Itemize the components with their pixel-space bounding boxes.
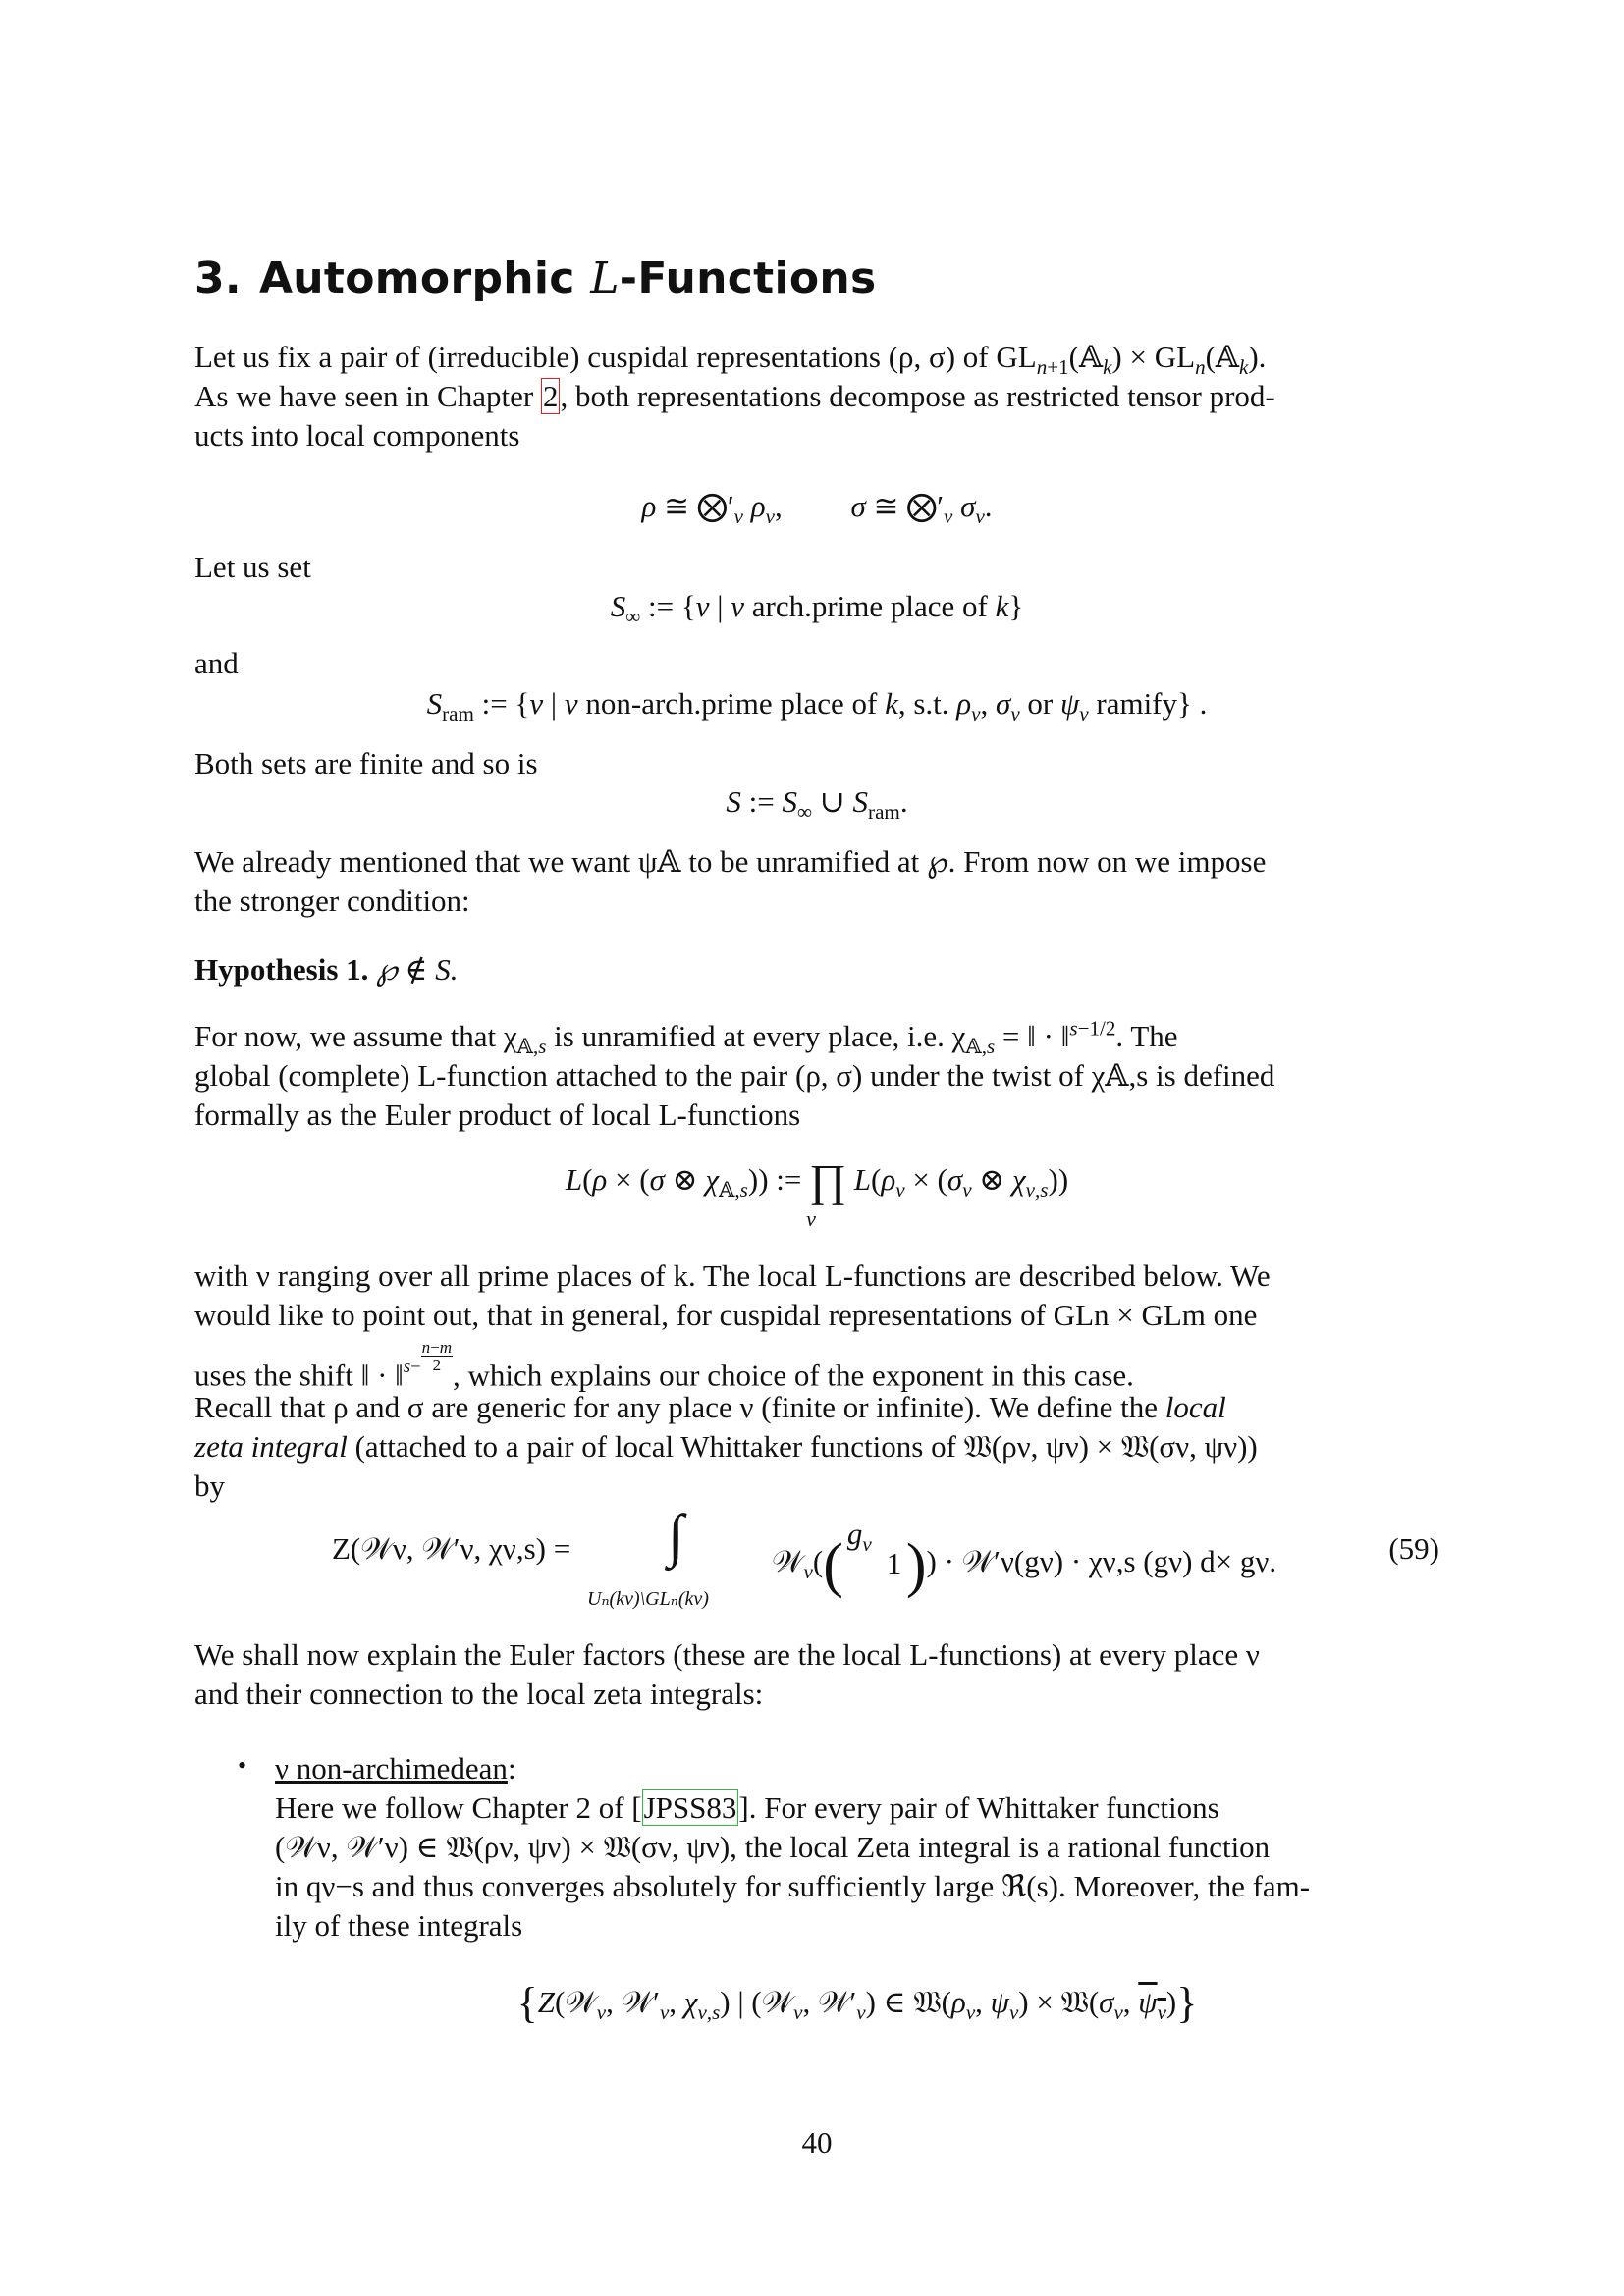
equation-zeta-integral: Z(𝒲ν, 𝒲′ν, χν,s) = ∫ Uₙ(kν)\GLₙ(kν) 𝒲$_\nu$(( $g_\nu$ 1 )) · 𝒲′ν(gν) · χν,s (gν) d× gν. (59) (332, 1503, 1439, 1610)
equation-global-L: L(ρ × (σ ⊗ $\chi_{𝔸,s}$)) := ∏ $L(\rho_\nu \times (\sigma_\nu$ ⊗ $\chi_{\nu,s}$)) (565, 1155, 1069, 1205)
paragraph-intro-line3: ucts into local components (194, 418, 520, 453)
bullet-line3: in qν−s and thus converges absolutely for sufficiently large ℜ(s). Moreover, the fam- (275, 1869, 1311, 1903)
citation-link[interactable]: JPSS83 (643, 1790, 737, 1825)
text-and: and (194, 646, 239, 680)
equation-s: S := $S_\infty$ ∪ $S_{ram}$. (726, 784, 908, 825)
paragraph-zeta-line3: by (194, 1468, 225, 1503)
hypothesis: Hypothesis 1. ℘ ∉ S. (194, 952, 459, 987)
paragraph-places-line1: with ν ranging over all prime places of k. The local L-functions are described below. We (194, 1258, 1271, 1293)
section-title: 3. Automorphic L-Functions (194, 253, 877, 303)
bullet-line4: ily of these integrals (275, 1908, 523, 1943)
paragraph-places-line2: would like to point out, that in general, for cuspidal representations of GLn × GLm one (194, 1298, 1258, 1332)
paragraph-intro-line2: As we have seen in Chapter 2, both representations decompose as restricted tensor prod- (194, 379, 1275, 413)
paragraph-intro-line1: Let us fix a pair of (irreducible) cuspidal representations (ρ, σ) of $GL_{n+1}(𝔸_k)$ × $GL_n(𝔸_k)$. (194, 340, 1267, 380)
equation-global-L-index: ν (806, 1206, 816, 1231)
equation-s-ram: $S_{ram}$ := {ν | ν non-arch.prime place of k, s.t. $\rho_\nu$, $\sigma_\nu$ or $\psi_\nu$ ramify} . (426, 686, 1208, 726)
paragraph-psi-line2: the stronger condition: (194, 883, 470, 918)
paragraph-zeta-line1: Recall that ρ and σ are generic for any place ν (finite or infinite). We define the local (194, 1390, 1226, 1424)
chapter-link[interactable]: 2 (542, 379, 559, 413)
section-number: 3. (194, 253, 242, 303)
bullet-heading: ν non-archimedean: (275, 1751, 516, 1786)
paragraph-euler-line1: We shall now explain the Euler factors (these are the local L-functions) at every place ν (194, 1637, 1260, 1672)
paragraph-zeta-line2: zeta integral (attached to a pair of local Whittaker functions of 𝔚(ρν, ψν) × 𝔚(σν, ψν)) (194, 1429, 1258, 1464)
bullet-line2: (𝒲ν, 𝒲′ν) ∈ 𝔚(ρν, ψν) × 𝔚(σν, ψν), the local Zeta integral is a rational function (275, 1830, 1271, 1864)
equation-family: {Z(𝒲$_\nu$, $𝒲'_\nu$, $\chi_{\nu,s}$) | (𝒲$_\nu$, $𝒲'_\nu$) ∈ $𝔚(\rho_\nu$, $\psi_\nu$) × $𝔚(\sigma_\nu$, $\psi_\nu$)} (516, 1979, 1198, 2027)
equation-s-infinity: $S_\infty$ := {ν | ν arch.prime place of k} (610, 589, 1024, 629)
text-both-sets: Both sets are finite and so is (194, 746, 538, 780)
paragraph-unramified-line3: formally as the Euler product of local L-functions (194, 1097, 801, 1132)
paragraph-places-line3: uses the shift ‖ · ‖s− $\frac{n-m}{2}$ , which explains our choice of the exponent in this case. (194, 1338, 1134, 1393)
bullet-line1: Here we follow Chapter 2 of [JPSS83]. For every pair of Whittaker functions (275, 1790, 1219, 1825)
paragraph-unramified-line1: For now, we assume that $\chi_{𝔸,s}$ is unramified at every place, i.e. $\chi_{𝔸,s}$ = ‖ · ‖$^{s-1/2}$. The (194, 1016, 1178, 1059)
equation-tensor: ρ ≅ $⨂'_\nu$ $\rho_\nu$, σ ≅ $⨂'_\nu$ $\sigma_\nu$. (641, 489, 993, 529)
equation-number: (59) (1388, 1531, 1439, 1566)
paragraph-psi-line1: We already mentioned that we want ψ𝔸 to be unramified at ℘. From now on we impose (194, 844, 1267, 879)
text-let-us-set: Let us set (194, 550, 311, 584)
page-number: 40 (801, 2125, 833, 2160)
paragraph-euler-line2: and their connection to the local zeta integrals: (194, 1677, 764, 1711)
bullet-icon: • (238, 1751, 247, 1780)
paragraph-unramified-line2: global (complete) L-function attached to the pair (ρ, σ) under the twist of χ𝔸,s is defined (194, 1058, 1275, 1093)
integral-sign: ∫ (668, 1503, 684, 1568)
